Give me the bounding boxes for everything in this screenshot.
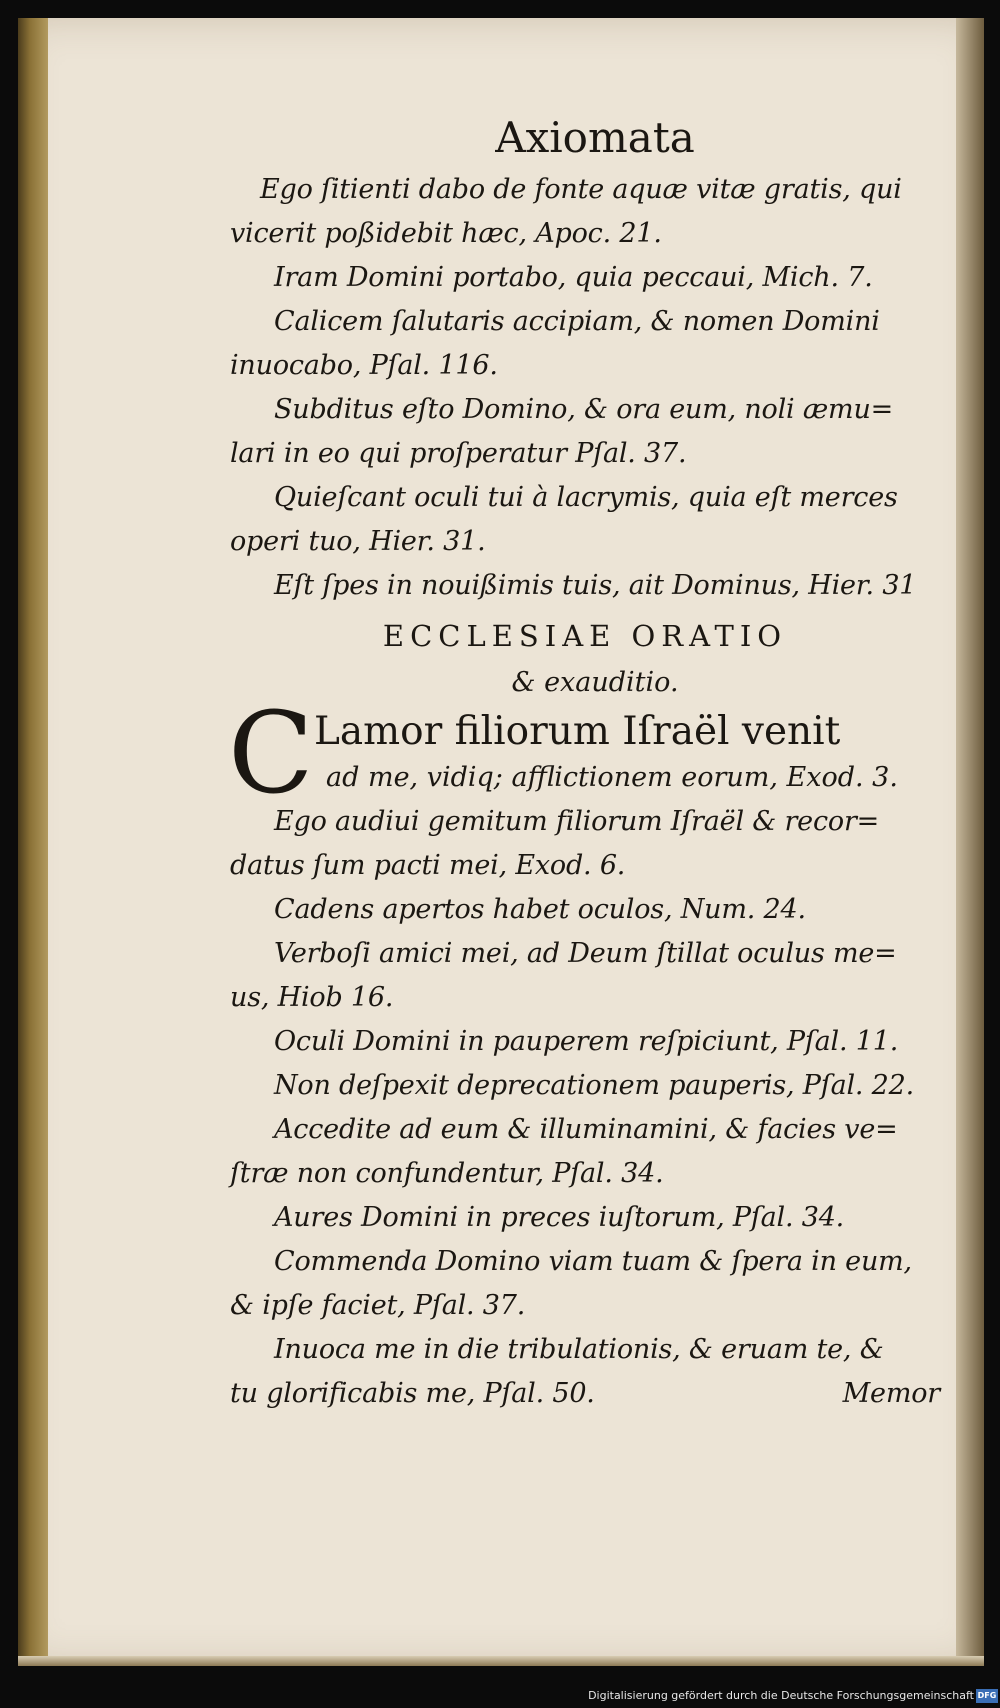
text-line: Inuoca me in die tribulationis, & eruam te, & [274,1334,884,1365]
text-line: Iram Domini portabo, quia peccaui, Mich. 7. [274,262,873,293]
text-line: datus ſum pacti mei, Exod. 6. [230,850,626,881]
drop-cap-line: Lamor filiorum Iſraël venit [314,709,841,754]
digitization-footer [0,1684,1000,1706]
last-line-text: tu glorificabis me, Pſal. 50. [230,1378,595,1409]
text-line: & ipſe faciet, Pſal. 37. [230,1290,526,1321]
catchword: Memor [842,1378,940,1409]
text-line: Ego ſitienti dabo de fonte aquæ vitæ gratis, qui [260,174,902,205]
text-line: inuocabo, Pſal. 116. [230,350,498,381]
section-subheading: & exauditio. [511,667,679,698]
drop-cap: C [228,689,314,819]
text-line: Quieſcant oculi tui à lacrymis, quia eſt merces [274,482,898,513]
text-line: Verboſi amici mei, ad Deum ſtillat oculus me= [274,938,897,969]
page-right-edge [956,18,984,1666]
text-line: Non deſpexit deprecationem pauperis, Pſal. 22. [274,1070,914,1101]
text-line: Accedite ad eum & illuminamini, & facies ve= [274,1114,898,1145]
text-line: us, Hiob 16. [230,982,394,1013]
text-line: ſtræ non confundentur, Pſal. 34. [230,1158,664,1189]
page-bottom-edge [18,1656,984,1666]
book-spine-edge [18,18,48,1666]
text-line: Aures Domini in preces iuſtorum, Pſal. 34. [274,1202,845,1233]
funding-credit: Digitalisierung gefördert durch die Deutsche Forschungsgemeinschaft [588,1689,974,1702]
text-line: vicerit poßidebit hæc, Apoc. 21. [230,218,662,249]
text-line: Ego audiui gemitum filiorum Iſraël & recor= [274,806,880,837]
dfg-logo-icon: DFG [976,1689,998,1703]
drop-cap-paragraph [228,689,940,819]
text-line: Eſt ſpes in nouißimis tuis, ait Dominus, Hier. 31 [274,570,917,601]
text-line: Subditus eſto Domino, & ora eum, noli æmu= [274,394,894,425]
text-line: Oculi Domini in pauperem reſpiciunt, Pſal. 11. [274,1026,899,1057]
text-line: Calicem ſalutaris accipiam, & nomen Domini [274,306,880,337]
running-head: Axiomata [495,113,695,162]
drop-cap-line: ad me, vidiq; afflictionem eorum, Exod. 3. [326,762,898,793]
text-line: operi tuo, Hier. 31. [230,526,486,557]
text-line: Commenda Domino viam tuam & ſpera in eum, [274,1246,912,1277]
text-line: Cadens apertos habet oculos, Num. 24. [274,894,806,925]
section-heading: ECCLESIAE ORATIO [382,619,788,653]
text-line: lari in eo qui proſperatur Pſal. 37. [230,438,687,469]
text-line-last [230,1372,940,1416]
page-text-block [230,108,940,1416]
